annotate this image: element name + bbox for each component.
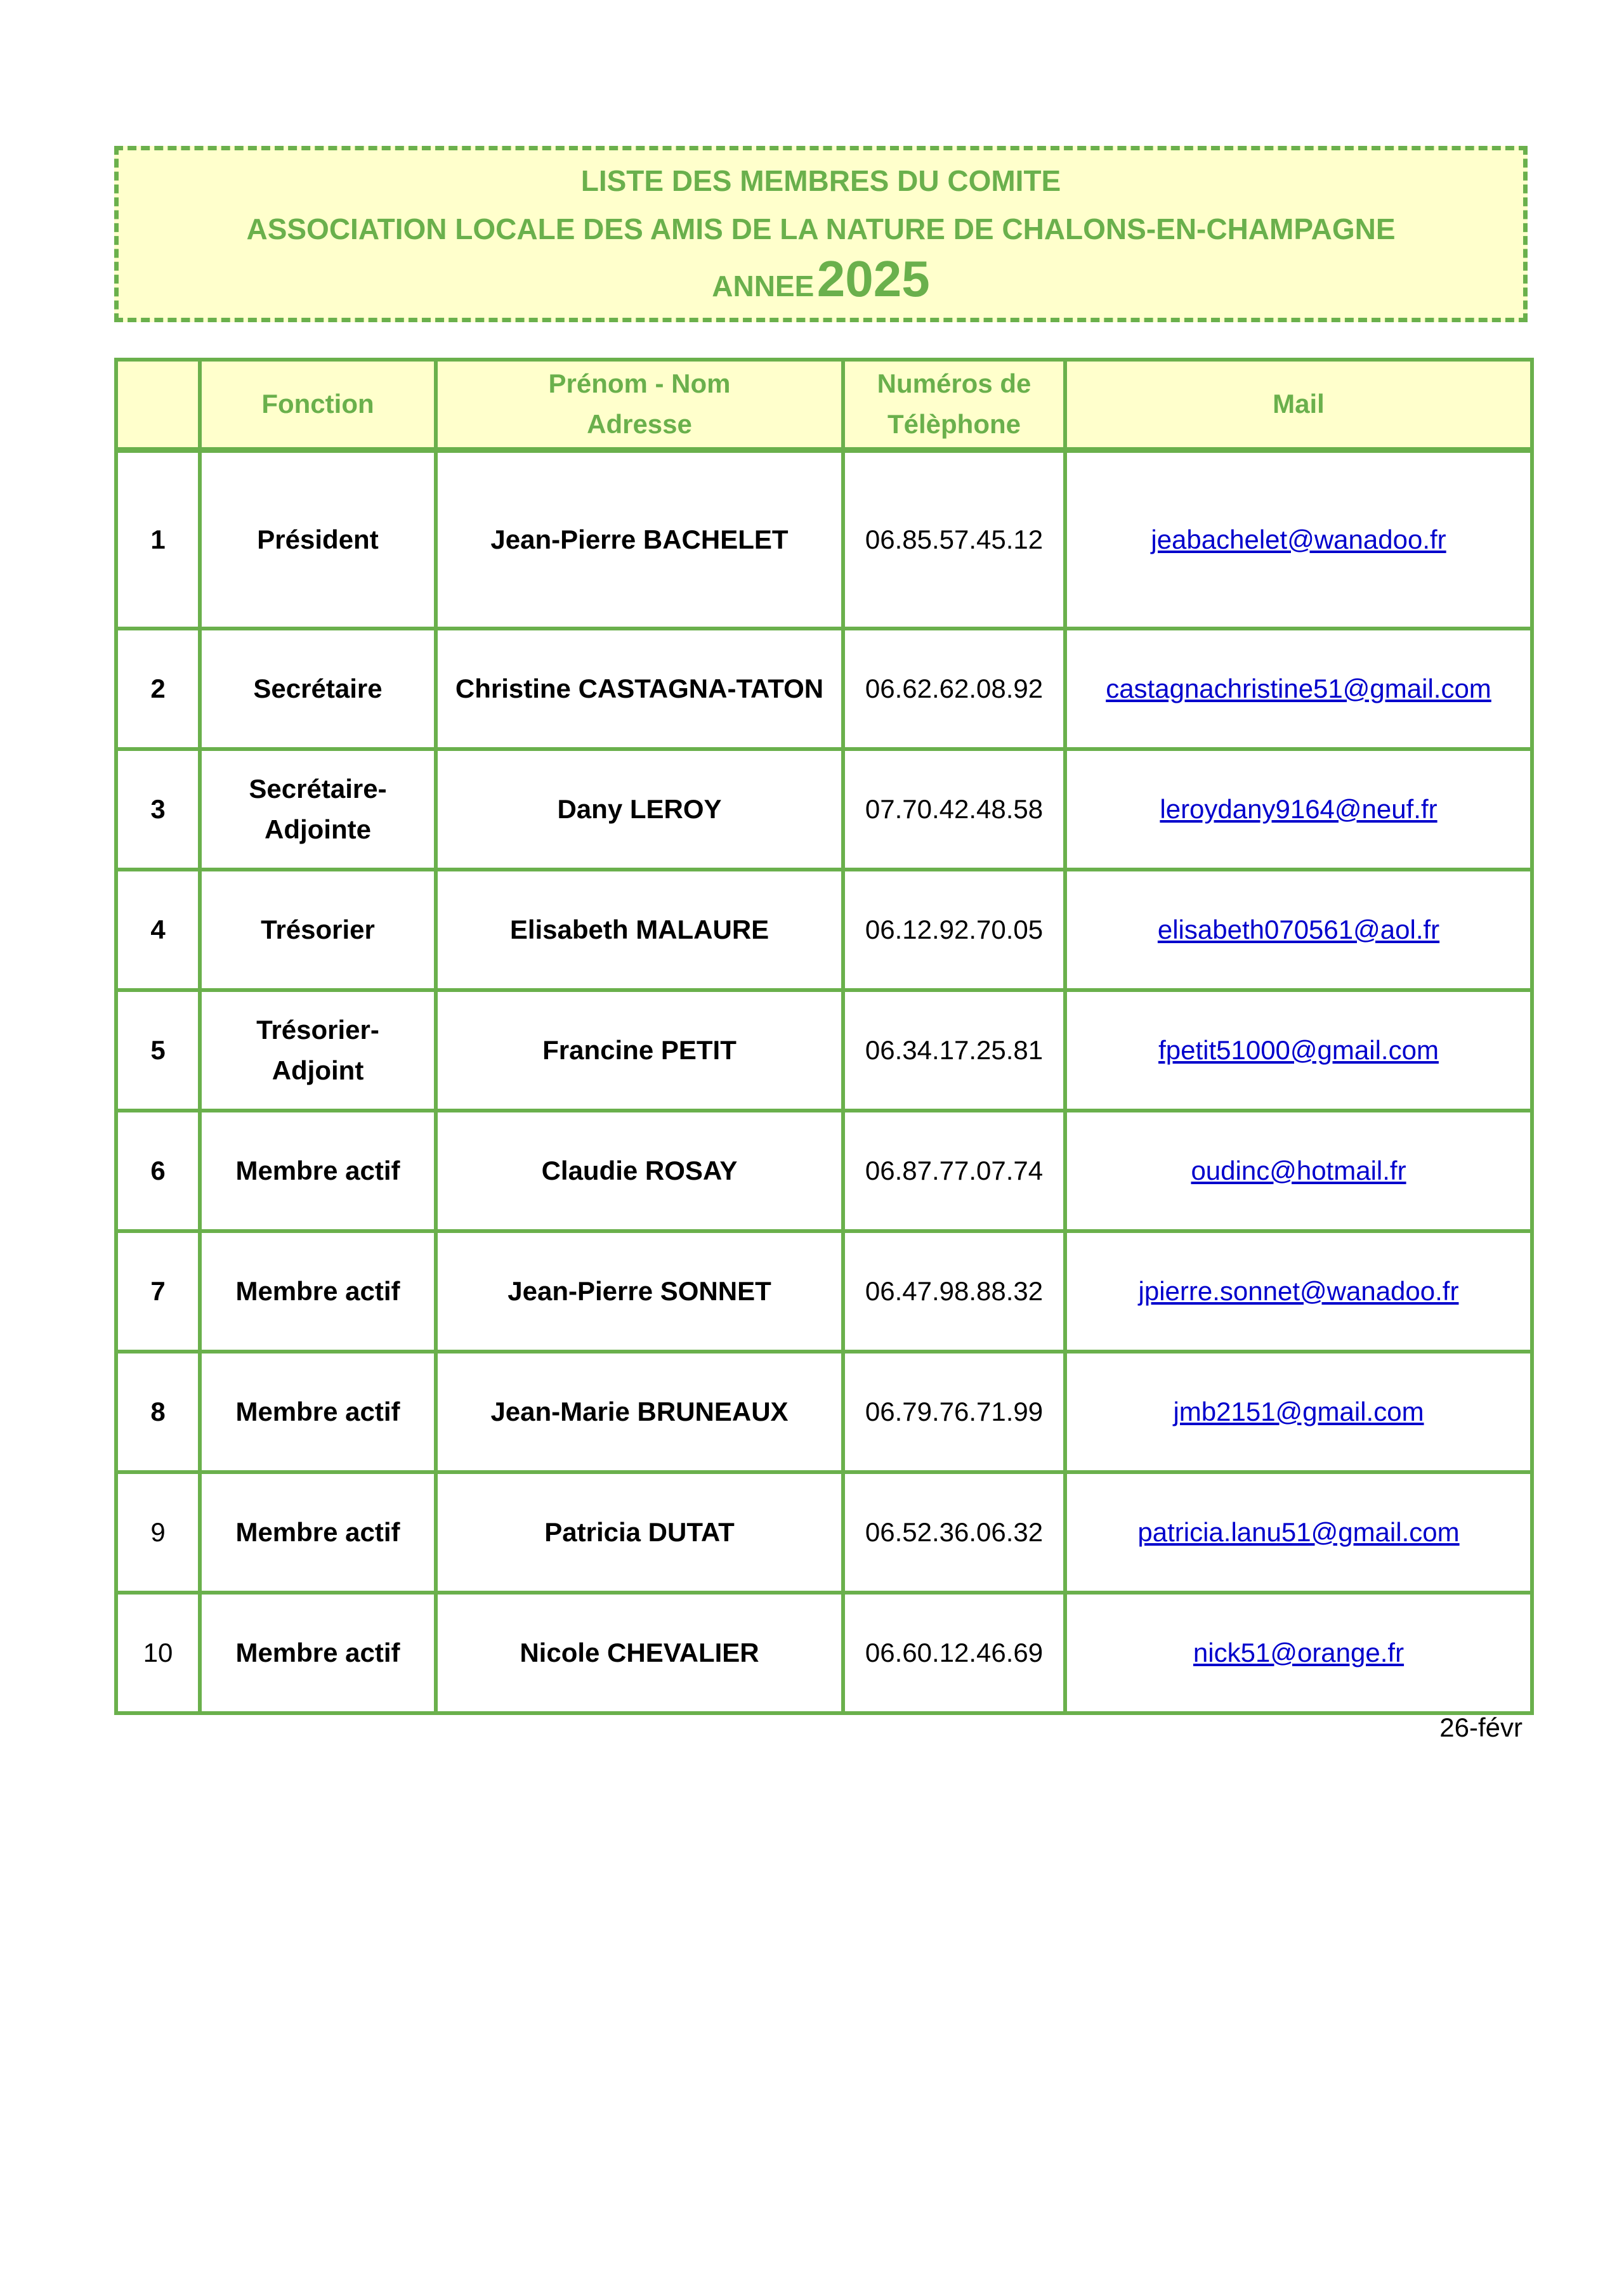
row-fonction-line1: Secrétaire-: [249, 774, 387, 804]
row-fonction: Président: [200, 450, 436, 629]
row-telephone: 06.60.12.46.69: [843, 1593, 1065, 1713]
table-row: [116, 629, 1532, 749]
row-number: 5: [116, 990, 200, 1111]
row-mail: [1065, 1111, 1532, 1231]
mail-link[interactable]: jmb2151@gmail.com: [1173, 1397, 1424, 1426]
row-number: 9: [116, 1472, 200, 1593]
mail-link[interactable]: nick51@orange.fr: [1193, 1638, 1405, 1667]
table-row: [116, 1472, 1532, 1593]
row-number: 6: [116, 1111, 200, 1231]
table-row: [116, 1352, 1532, 1472]
association-name: ASSOCIATION LOCALE DES AMIS DE LA NATURE DE CHALONS-EN-CHAMPAGNE: [246, 212, 1396, 245]
row-nom: Dany LEROY: [436, 749, 843, 870]
row-number: 2: [116, 629, 200, 749]
row-telephone: 06.79.76.71.99: [843, 1352, 1065, 1472]
row-nom: Francine PETIT: [436, 990, 843, 1111]
row-fonction-line2: Adjointe: [265, 814, 371, 844]
header-nom: [436, 360, 843, 450]
header-mail: Mail: [1065, 360, 1532, 450]
row-telephone: 06.87.77.07.74: [843, 1111, 1065, 1231]
row-fonction: [200, 749, 436, 870]
table-row: [116, 990, 1532, 1111]
row-mail: [1065, 629, 1532, 749]
year-value: 2025: [816, 251, 930, 307]
row-mail: [1065, 870, 1532, 990]
row-nom: Claudie ROSAY: [436, 1111, 843, 1231]
table-row: [116, 1231, 1532, 1352]
row-fonction-line2: Adjoint: [272, 1055, 364, 1085]
table-row: [116, 450, 1532, 629]
row-mail: [1065, 450, 1532, 629]
row-mail: [1065, 1472, 1532, 1593]
footer-date: 26-févr: [1439, 1712, 1522, 1742]
header-nom-line1: Prénom - Nom: [548, 369, 731, 399]
row-nom: Jean-Pierre BACHELET: [436, 450, 843, 629]
row-telephone: 06.34.17.25.81: [843, 990, 1065, 1111]
row-number: 10: [116, 1593, 200, 1713]
row-fonction: Trésorier: [200, 870, 436, 990]
row-fonction-line1: Trésorier-: [256, 1015, 379, 1045]
row-number: 4: [116, 870, 200, 990]
row-telephone: 06.12.92.70.05: [843, 870, 1065, 990]
row-nom: Jean-Marie BRUNEAUX: [436, 1352, 843, 1472]
row-mail: [1065, 1352, 1532, 1472]
row-fonction: Membre actif: [200, 1111, 436, 1231]
table-row: [116, 749, 1532, 870]
row-telephone: 07.70.42.48.58: [843, 749, 1065, 870]
members-table: [114, 358, 1534, 1715]
document-title: LISTE DES MEMBRES DU COMITE: [580, 164, 1061, 197]
table-header-row: [116, 360, 1532, 450]
row-telephone: 06.62.62.08.92: [843, 629, 1065, 749]
table-row: [116, 1111, 1532, 1231]
row-telephone: 06.52.36.06.32: [843, 1472, 1065, 1593]
year-line: [119, 251, 1523, 322]
row-telephone: 06.47.98.88.32: [843, 1231, 1065, 1352]
row-mail: [1065, 990, 1532, 1111]
row-fonction: [200, 990, 436, 1111]
table-row: [116, 1593, 1532, 1713]
mail-link[interactable]: jpierre.sonnet@wanadoo.fr: [1138, 1276, 1459, 1306]
row-mail: [1065, 1593, 1532, 1713]
row-fonction: Membre actif: [200, 1352, 436, 1472]
mail-link[interactable]: oudinc@hotmail.fr: [1191, 1156, 1406, 1185]
mail-link[interactable]: fpetit51000@gmail.com: [1158, 1035, 1439, 1065]
header-telephone: [843, 360, 1065, 450]
header-number: [116, 360, 200, 450]
table-row: [116, 870, 1532, 990]
row-nom: Patricia DUTAT: [436, 1472, 843, 1593]
row-number: 8: [116, 1352, 200, 1472]
year-label: ANNEE: [712, 270, 815, 303]
header-fonction: Fonction: [200, 360, 436, 450]
row-number: 1: [116, 450, 200, 629]
row-nom: Christine CASTAGNA-TATON: [436, 629, 843, 749]
row-number: 3: [116, 749, 200, 870]
row-nom: Jean-Pierre SONNET: [436, 1231, 843, 1352]
row-fonction: Membre actif: [200, 1593, 436, 1713]
title-box: [114, 146, 1528, 322]
row-fonction: Secrétaire: [200, 629, 436, 749]
row-telephone: 06.85.57.45.12: [843, 450, 1065, 629]
mail-link[interactable]: patricia.lanu51@gmail.com: [1137, 1517, 1460, 1547]
header-tel-line1: Numéros de: [877, 369, 1031, 399]
row-mail: [1065, 1231, 1532, 1352]
mail-link[interactable]: jeabachelet@wanadoo.fr: [1151, 524, 1446, 554]
row-fonction: Membre actif: [200, 1472, 436, 1593]
row-number: 7: [116, 1231, 200, 1352]
row-nom: Nicole CHEVALIER: [436, 1593, 843, 1713]
mail-link[interactable]: leroydany9164@neuf.fr: [1160, 794, 1437, 824]
header-tel-line2: Télèphone: [887, 409, 1021, 440]
row-nom: Elisabeth MALAURE: [436, 870, 843, 990]
row-mail: [1065, 749, 1532, 870]
mail-link[interactable]: elisabeth070561@aol.fr: [1157, 915, 1440, 944]
row-fonction: Membre actif: [200, 1231, 436, 1352]
header-nom-line2: Adresse: [587, 409, 692, 440]
mail-link[interactable]: castagnachristine51@gmail.com: [1106, 674, 1491, 703]
